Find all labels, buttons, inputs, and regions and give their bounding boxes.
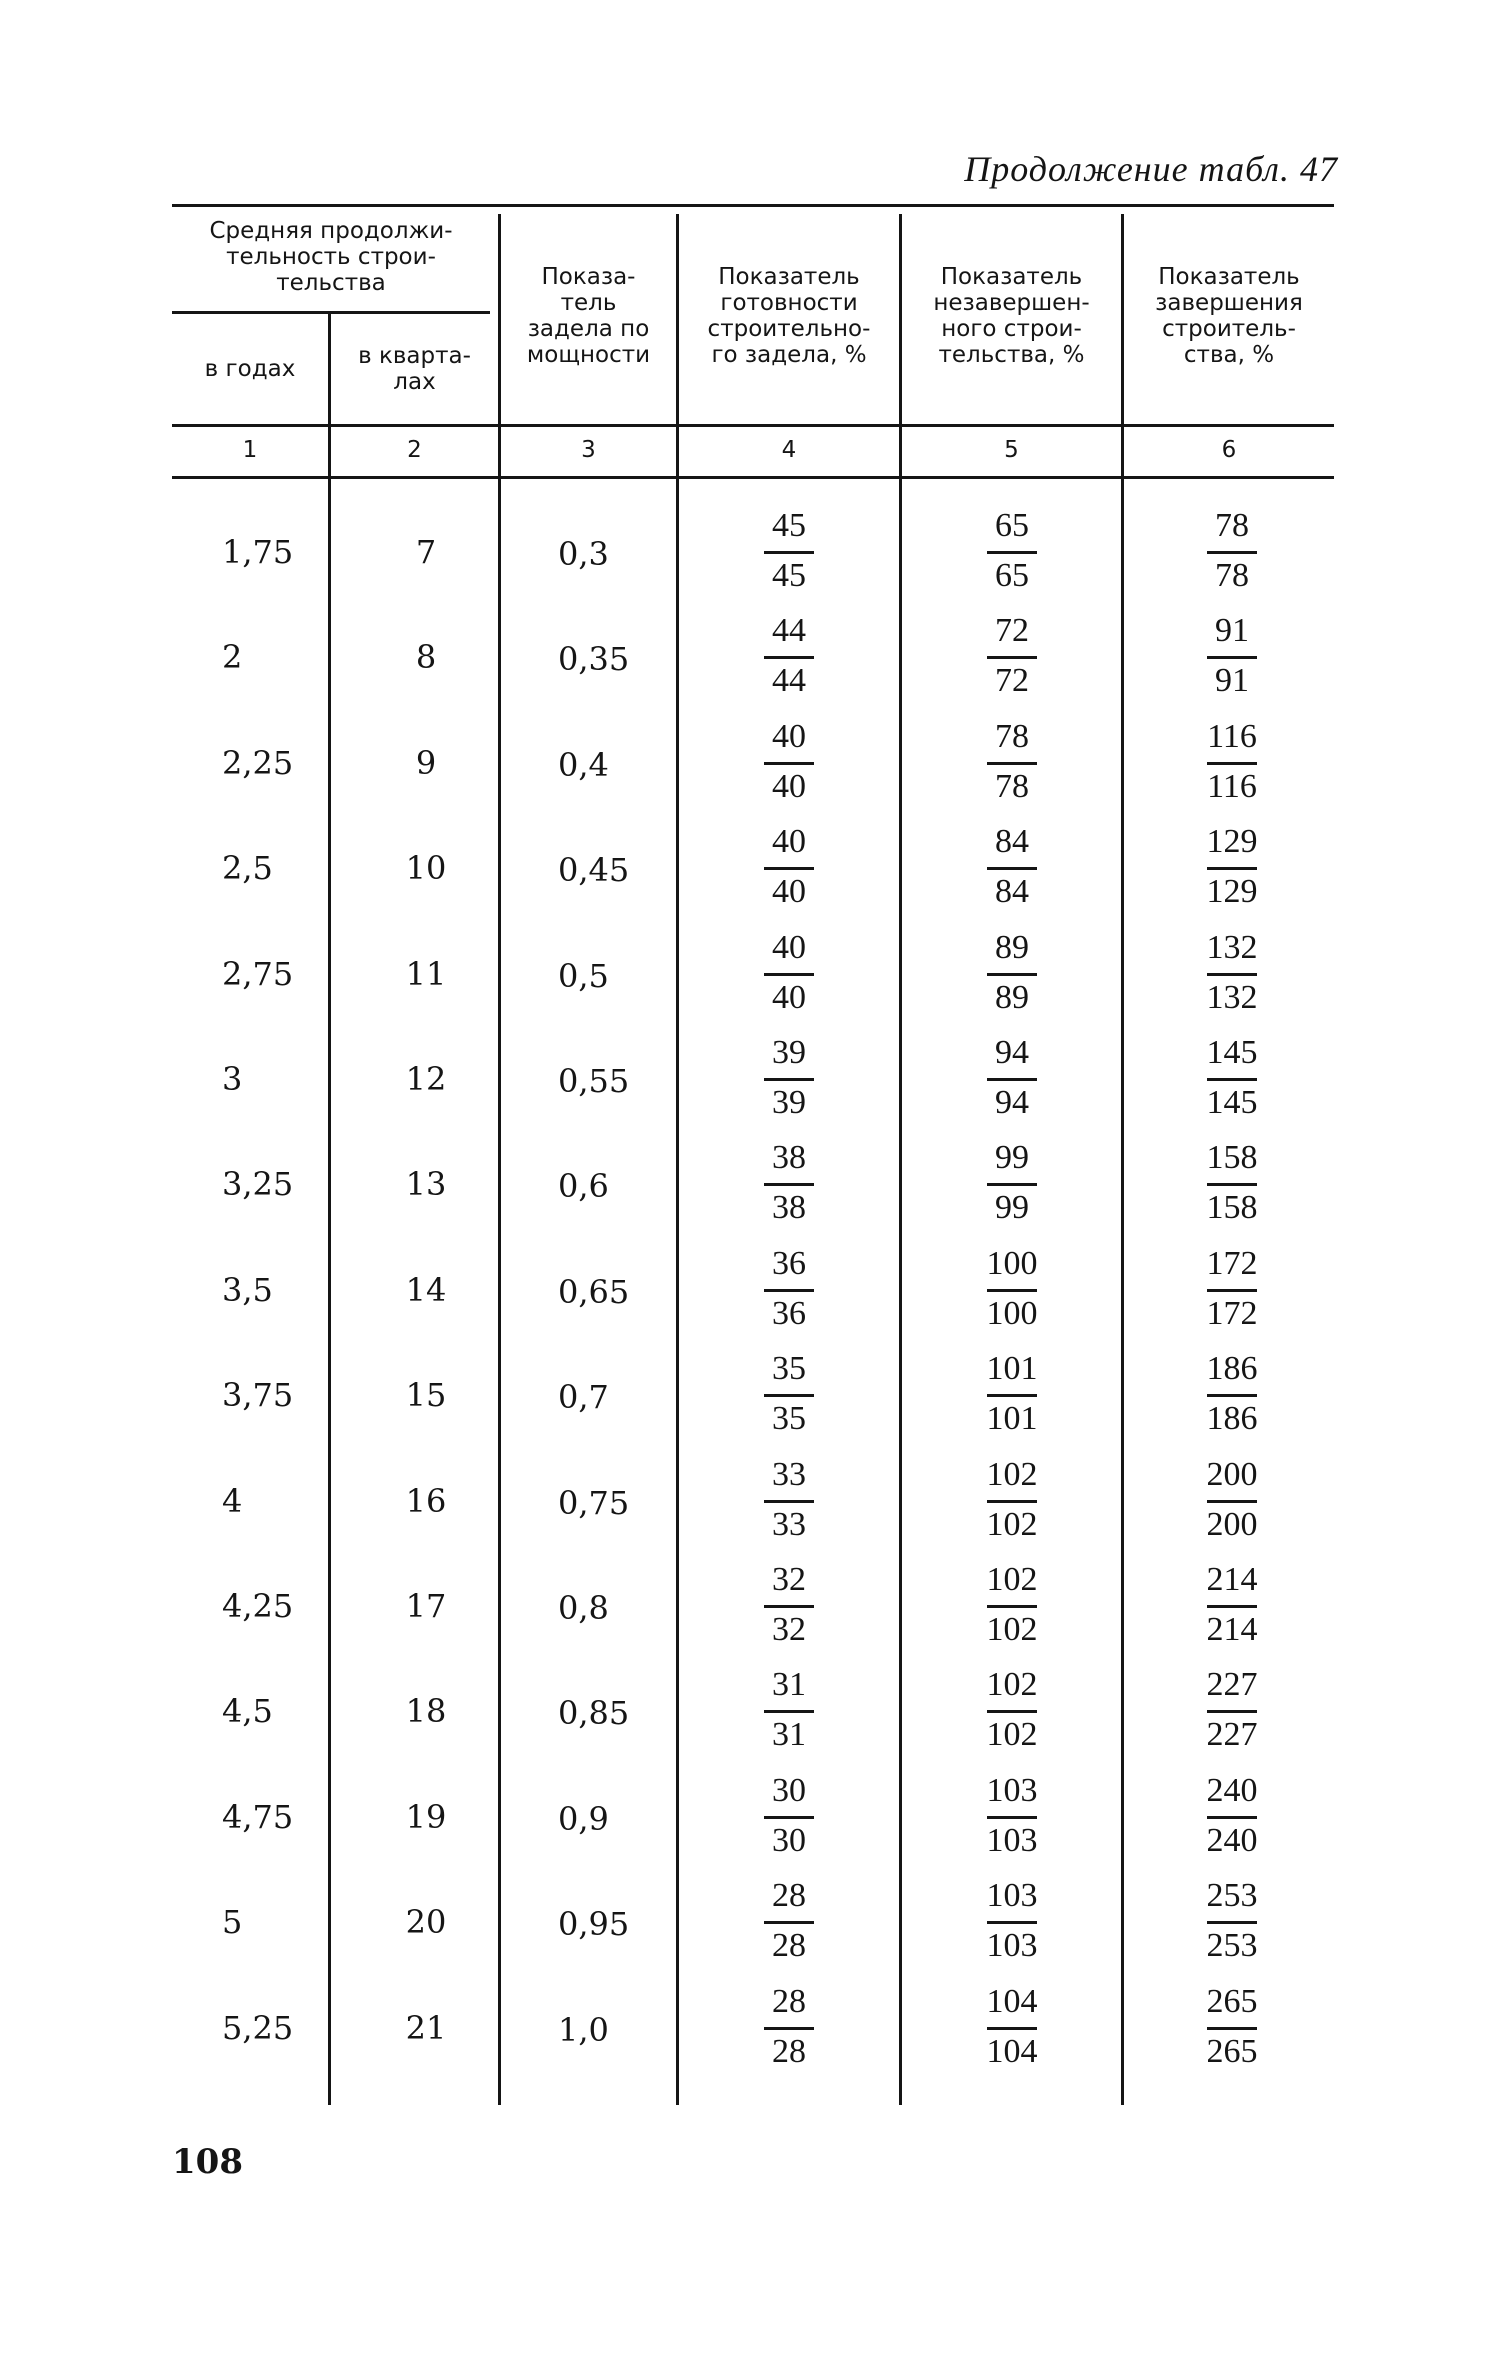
completion-value	[1172, 1449, 1292, 1553]
denominator: 104	[986, 2032, 1038, 2070]
numerator: 33	[772, 1455, 806, 1493]
fraction-bar	[1207, 1710, 1257, 1713]
reserve-value: 0,85	[558, 1694, 630, 1733]
years-value: 5,25	[222, 2008, 294, 2047]
readiness-value	[729, 816, 849, 920]
quarters-value: 20	[405, 1903, 447, 1942]
completion-value	[1172, 1659, 1292, 1763]
readiness-value	[729, 605, 849, 709]
fraction-bar	[987, 1078, 1037, 1081]
column-divider	[899, 214, 902, 2105]
fraction-bar	[764, 1183, 814, 1186]
unfinished-value	[952, 1343, 1072, 1447]
numerator: 40	[772, 928, 806, 966]
fraction-bar	[1207, 1183, 1257, 1186]
reserve-value: 1,0	[558, 2010, 609, 2049]
years-value: 4,25	[222, 1587, 294, 1625]
column-divider	[676, 214, 679, 2105]
fraction-bar	[1207, 973, 1257, 976]
numerator: 129	[1206, 823, 1258, 861]
unfinished-value	[952, 605, 1072, 709]
completion-value	[1172, 1132, 1292, 1236]
denominator: 65	[995, 557, 1029, 594]
reserve-value: 0,6	[558, 1167, 609, 1206]
denominator: 40	[772, 767, 806, 805]
numerator: 35	[772, 1350, 806, 1388]
years-value: 2,25	[222, 743, 294, 782]
denominator: 102	[986, 1611, 1038, 1648]
readiness-value	[729, 1765, 849, 1869]
denominator: 94	[995, 1084, 1029, 1121]
numerator: 172	[1206, 1244, 1258, 1282]
quarters-value: 9	[415, 743, 437, 782]
header-quarters: в кварта- лах	[358, 343, 471, 395]
quarters-value: 14	[405, 1270, 447, 1309]
numerator: 38	[772, 1139, 806, 1177]
reserve-value: 0,9	[558, 1799, 609, 1838]
numerator: 28	[772, 1877, 806, 1915]
fraction-bar	[987, 1816, 1037, 1819]
numerator: 227	[1206, 1666, 1258, 1704]
numerator: 91	[1215, 612, 1249, 650]
denominator: 116	[1207, 767, 1257, 805]
fraction-bar	[1207, 1078, 1257, 1081]
fraction-bar	[764, 2027, 814, 2030]
quarters-value: 10	[405, 849, 447, 888]
fraction-bar	[764, 973, 814, 976]
years-value: 3	[222, 1060, 243, 1098]
years-value: 3,5	[222, 1270, 273, 1309]
completion-value	[1172, 605, 1292, 709]
denominator: 35	[772, 1400, 806, 1438]
readiness-value	[729, 1554, 849, 1658]
reserve-value: 0,5	[558, 956, 609, 995]
years-value: 3,25	[222, 1165, 294, 1204]
fraction-bar	[764, 1394, 814, 1397]
denominator: 78	[1215, 557, 1249, 594]
unfinished-value	[952, 1132, 1072, 1236]
years-value: 4	[222, 1481, 243, 1520]
numerator: 45	[772, 507, 806, 544]
fraction-bar	[1207, 1605, 1257, 1608]
denominator: 145	[1206, 1084, 1258, 1121]
numerator: 132	[1206, 928, 1258, 966]
fraction-bar	[764, 551, 814, 554]
years-value: 2	[222, 638, 243, 677]
numerator: 99	[995, 1139, 1029, 1177]
reserve-value: 0,3	[558, 535, 609, 573]
denominator: 28	[772, 2032, 806, 2070]
denominator: 72	[995, 662, 1029, 700]
numerator: 40	[772, 717, 806, 755]
table-caption: Продолжение табл. 47	[964, 149, 1338, 189]
numerator: 32	[772, 1561, 806, 1598]
page-number: 108	[172, 2142, 243, 2182]
denominator: 214	[1206, 1611, 1258, 1648]
readiness-value	[729, 1238, 849, 1342]
completion-value	[1172, 1554, 1292, 1658]
quarters-value: 8	[415, 638, 437, 677]
readiness-value	[729, 922, 849, 1026]
fraction-bar	[987, 1183, 1037, 1186]
numerator: 200	[1206, 1455, 1258, 1493]
column-number: 4	[781, 437, 797, 463]
quarters-value: 11	[405, 954, 447, 993]
fraction-bar	[764, 1289, 814, 1292]
numerator: 116	[1207, 717, 1257, 755]
unfinished-value	[952, 1238, 1072, 1342]
denominator: 129	[1206, 873, 1258, 911]
quarters-value: 21	[405, 2008, 447, 2047]
years-value: 4,75	[222, 1797, 294, 1836]
reserve-value: 0,75	[558, 1483, 630, 1522]
completion-value	[1172, 816, 1292, 920]
completion-value	[1172, 1027, 1292, 1131]
fraction-bar	[987, 2027, 1037, 2030]
denominator: 227	[1206, 1716, 1258, 1754]
fraction-bar	[987, 1710, 1037, 1713]
column-divider	[1121, 214, 1124, 2105]
denominator: 45	[772, 557, 806, 594]
denominator: 38	[772, 1189, 806, 1227]
fraction-bar	[1207, 1500, 1257, 1503]
numerator: 84	[995, 823, 1029, 861]
denominator: 100	[986, 1294, 1038, 1332]
denominator: 78	[995, 767, 1029, 805]
fraction-bar	[987, 867, 1037, 870]
numerator: 72	[995, 612, 1029, 650]
header-years: в годах	[204, 356, 296, 382]
numerator: 214	[1206, 1561, 1258, 1598]
denominator: 28	[772, 1927, 806, 1965]
denominator: 102	[986, 1716, 1038, 1754]
numerator: 36	[772, 1244, 806, 1282]
readiness-value	[729, 1132, 849, 1236]
fraction-bar	[987, 1500, 1037, 1503]
denominator: 32	[772, 1611, 806, 1648]
denominator: 103	[986, 1927, 1038, 1965]
denominator: 103	[986, 1821, 1038, 1859]
denominator: 40	[772, 978, 806, 1016]
denominator: 44	[772, 662, 806, 700]
fraction-bar	[987, 973, 1037, 976]
quarters-value: 19	[405, 1797, 447, 1836]
readiness-value	[729, 1343, 849, 1447]
unfinished-value	[952, 1765, 1072, 1869]
numerator: 89	[995, 928, 1029, 966]
denominator: 30	[772, 1821, 806, 1859]
denominator: 158	[1206, 1189, 1258, 1227]
unfinished-value	[952, 1870, 1072, 1974]
denominator: 253	[1206, 1927, 1258, 1965]
numerator: 253	[1206, 1877, 1258, 1915]
reserve-value: 0,4	[558, 745, 609, 784]
completion-value	[1172, 1870, 1292, 1974]
fraction-bar	[764, 1078, 814, 1081]
fraction-bar	[1207, 1394, 1257, 1397]
group-header-underline	[172, 311, 490, 314]
numerator: 265	[1206, 1982, 1258, 2020]
years-value: 3,75	[222, 1376, 294, 1415]
reserve-value: 0,45	[558, 851, 630, 890]
denominator: 240	[1206, 1821, 1258, 1859]
years-value: 4,5	[222, 1692, 273, 1731]
completion-value	[1172, 500, 1292, 604]
fraction-bar	[1207, 2027, 1257, 2030]
unfinished-value	[952, 1554, 1072, 1658]
fraction-bar	[1207, 1289, 1257, 1292]
numerator: 104	[986, 1982, 1038, 2020]
denominator: 101	[986, 1400, 1038, 1438]
unfinished-value	[952, 1449, 1072, 1553]
denominator: 89	[995, 978, 1029, 1016]
completion-value	[1172, 711, 1292, 815]
readiness-value	[729, 1870, 849, 1974]
fraction-bar	[987, 1921, 1037, 1924]
denominator: 84	[995, 873, 1029, 911]
denominator: 36	[772, 1294, 806, 1332]
denominator: 132	[1206, 978, 1258, 1016]
quarters-value: 12	[405, 1060, 447, 1098]
column-number: 1	[242, 437, 258, 463]
numerator: 240	[1206, 1771, 1258, 1809]
quarters-value: 16	[405, 1481, 447, 1520]
denominator: 172	[1206, 1294, 1258, 1332]
unfinished-value	[952, 711, 1072, 815]
fraction-bar	[987, 551, 1037, 554]
fraction-bar	[764, 1605, 814, 1608]
completion-value	[1172, 1765, 1292, 1869]
denominator: 186	[1206, 1400, 1258, 1438]
numerator: 145	[1206, 1034, 1258, 1071]
fraction-bar	[987, 1394, 1037, 1397]
quarters-value: 7	[415, 533, 437, 571]
fraction-bar	[764, 1921, 814, 1924]
column-number: 3	[581, 437, 596, 463]
fraction-bar	[764, 1710, 814, 1713]
denominator: 99	[995, 1189, 1029, 1227]
fraction-bar	[987, 656, 1037, 659]
denominator: 102	[986, 1505, 1038, 1543]
unfinished-value	[952, 922, 1072, 1026]
numerator: 158	[1206, 1139, 1258, 1177]
column-number: 6	[1221, 437, 1237, 463]
column-number: 5	[1004, 437, 1019, 463]
numerator: 102	[986, 1666, 1038, 1704]
numerator: 186	[1206, 1350, 1258, 1388]
completion-value	[1172, 1976, 1292, 2080]
header-bottom-rule	[172, 424, 1334, 427]
header-readiness-indicator: Показатель готовности строительно- го задела, %	[707, 264, 871, 368]
numerator: 65	[995, 507, 1029, 544]
years-value: 5	[222, 1903, 243, 1942]
reserve-value: 0,7	[558, 1378, 609, 1417]
numerator: 78	[995, 717, 1029, 755]
reserve-value: 0,55	[558, 1062, 630, 1100]
unfinished-value	[952, 500, 1072, 604]
fraction-bar	[987, 1605, 1037, 1608]
completion-value	[1172, 1238, 1292, 1342]
numerator: 30	[772, 1771, 806, 1809]
numerator: 44	[772, 612, 806, 650]
unfinished-value	[952, 1976, 1072, 2080]
denominator: 31	[772, 1716, 806, 1754]
fraction-bar	[1207, 1816, 1257, 1819]
fraction-bar	[764, 1500, 814, 1503]
years-value: 2,5	[222, 849, 273, 888]
numerator: 28	[772, 1982, 806, 2020]
numerator: 94	[995, 1034, 1029, 1071]
quarters-value: 13	[405, 1165, 447, 1204]
fraction-bar	[764, 867, 814, 870]
fraction-bar	[1207, 656, 1257, 659]
quarters-value: 15	[405, 1376, 447, 1415]
years-value: 2,75	[222, 954, 294, 993]
denominator: 91	[1215, 662, 1249, 700]
fraction-bar	[764, 1816, 814, 1819]
column-number: 2	[407, 437, 422, 463]
reserve-value: 0,95	[558, 1905, 630, 1944]
fraction-bar	[1207, 1921, 1257, 1924]
header-unfinished-indicator: Показатель незавершен- ного строи- тельства, %	[933, 264, 1090, 368]
numerator: 102	[986, 1455, 1038, 1493]
fraction-bar	[1207, 867, 1257, 870]
reserve-value: 0,65	[558, 1272, 630, 1311]
completion-value	[1172, 1343, 1292, 1447]
numerator: 40	[772, 823, 806, 861]
reserve-value: 0,35	[558, 640, 630, 679]
fraction-bar	[764, 656, 814, 659]
header-reserve-by-capacity: Показа- тель задела по мощности	[526, 264, 651, 368]
quarters-value: 18	[405, 1692, 447, 1731]
denominator: 33	[772, 1505, 806, 1543]
column-divider	[328, 314, 331, 2105]
column-numbers-rule	[172, 476, 1334, 479]
readiness-value	[729, 1449, 849, 1553]
completion-value	[1172, 922, 1292, 1026]
fraction-bar	[764, 762, 814, 765]
numerator: 78	[1215, 507, 1249, 544]
header-group-duration: Средняя продолжи- тельность строи- тельства	[209, 218, 453, 296]
numerator: 39	[772, 1034, 806, 1071]
fraction-bar	[987, 1289, 1037, 1292]
numerator: 101	[986, 1350, 1038, 1388]
fraction-bar	[1207, 551, 1257, 554]
reserve-value: 0,8	[558, 1589, 609, 1627]
unfinished-value	[952, 816, 1072, 920]
readiness-value	[729, 1027, 849, 1131]
header-completion-indicator: Показатель завершения строитель- ства, %	[1155, 264, 1303, 368]
readiness-value	[729, 1976, 849, 2080]
numerator: 100	[986, 1244, 1038, 1282]
numerator: 103	[986, 1877, 1038, 1915]
numerator: 31	[772, 1666, 806, 1704]
table-top-rule	[172, 204, 1334, 207]
unfinished-value	[952, 1027, 1072, 1131]
fraction-bar	[987, 762, 1037, 765]
readiness-value	[729, 711, 849, 815]
years-value: 1,75	[222, 533, 294, 571]
numerator: 103	[986, 1771, 1038, 1809]
readiness-value	[729, 500, 849, 604]
numerator: 102	[986, 1561, 1038, 1598]
quarters-value: 17	[405, 1587, 447, 1625]
readiness-value	[729, 1659, 849, 1763]
denominator: 265	[1206, 2032, 1258, 2070]
denominator: 39	[772, 1084, 806, 1121]
denominator: 40	[772, 873, 806, 911]
unfinished-value	[952, 1659, 1072, 1763]
denominator: 200	[1206, 1505, 1258, 1543]
column-divider	[498, 214, 501, 2105]
fraction-bar	[1207, 762, 1257, 765]
